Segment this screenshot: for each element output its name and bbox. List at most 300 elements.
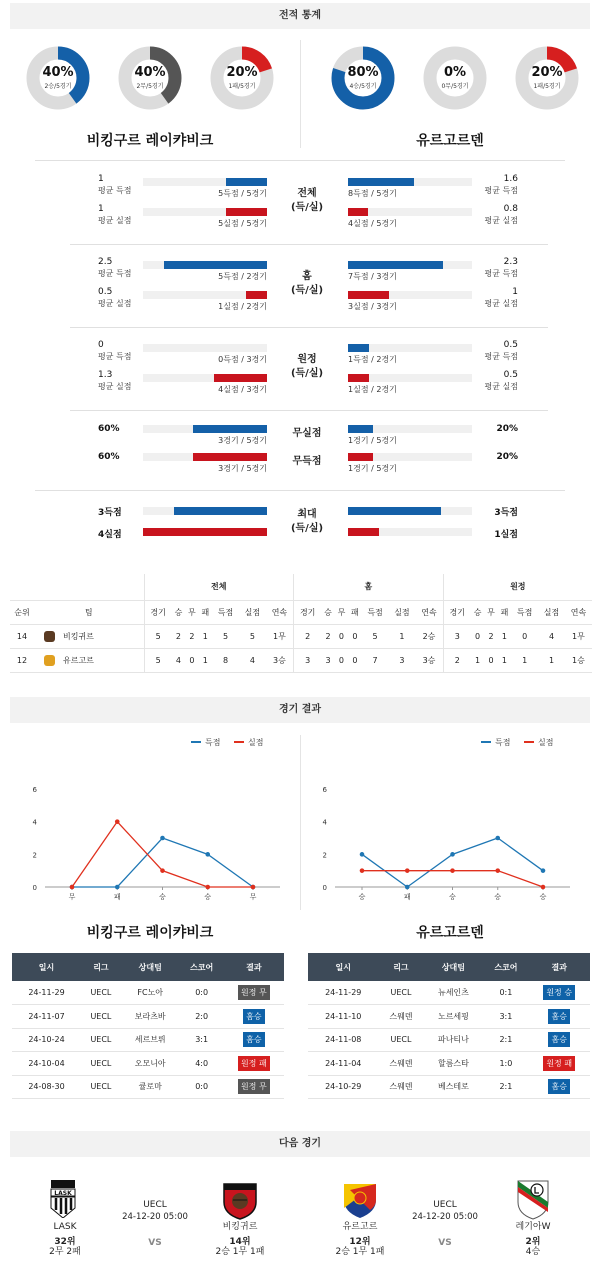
right-bar-fill xyxy=(348,208,368,216)
right-value: 20% xyxy=(496,452,518,462)
results-header xyxy=(12,953,284,981)
match-datetime: 24-12-20 05:00 xyxy=(122,1212,188,1222)
left-bar-fill xyxy=(193,425,267,433)
data-point xyxy=(360,868,365,873)
stat-cell: 0 xyxy=(185,648,198,672)
right-caption: 3실점 / 3경기 xyxy=(348,302,397,311)
result-badge: 원정 패 xyxy=(238,1056,270,1071)
y-tick-label: 6 xyxy=(322,786,327,794)
table-row[interactable] xyxy=(10,624,592,648)
cell-league: UECL xyxy=(81,1005,121,1029)
col-4: 득점 xyxy=(511,600,538,624)
y-tick-label: 6 xyxy=(32,786,37,794)
away-team-title: 유르고르덴 xyxy=(416,133,484,149)
stat-category-sub: (득/실) xyxy=(290,523,324,534)
right-bar xyxy=(348,453,472,461)
donut-chart xyxy=(117,45,183,111)
col-5: 실점 xyxy=(239,600,266,624)
col-0: 경기 xyxy=(294,600,322,624)
col-3: 패 xyxy=(498,600,511,624)
col-6: 연속 xyxy=(565,600,592,624)
left-caption: 4실점 / 3경기 xyxy=(218,385,267,394)
right-caption: 8득점 / 5경기 xyxy=(348,189,397,198)
donut-chart xyxy=(422,45,488,111)
standings-column-header xyxy=(10,600,592,624)
data-point xyxy=(495,836,500,841)
right-bar-fill xyxy=(348,425,373,433)
right-max-conceded: 1실점 xyxy=(494,530,518,540)
team-name: LASK xyxy=(53,1222,77,1232)
cell-result xyxy=(528,981,590,1005)
data-point xyxy=(541,868,546,873)
result-badge: 원정 무 xyxy=(238,985,270,1000)
donut-chart xyxy=(209,45,275,111)
y-tick-label: 2 xyxy=(32,851,37,860)
divider xyxy=(35,160,565,161)
left-bar xyxy=(143,528,267,536)
data-point xyxy=(405,868,410,873)
cell-result xyxy=(528,1075,590,1099)
stat-cell: 2 xyxy=(294,624,322,648)
cell-score: 0:1 xyxy=(483,981,528,1005)
left-bar xyxy=(143,291,267,299)
col-2: 무 xyxy=(484,600,497,624)
team-record: 4승 xyxy=(525,1247,541,1257)
legend-label: 실점 xyxy=(538,738,554,747)
right-bar xyxy=(348,208,472,216)
stat-category: 최대 xyxy=(297,509,317,520)
col-4: 득점 xyxy=(362,600,389,624)
donut-subtext: 2승/5경기 xyxy=(44,83,72,90)
match-datetime: 24-12-20 05:00 xyxy=(412,1212,478,1222)
donut-percent: 40% xyxy=(134,65,166,80)
cell-score: 1:0 xyxy=(483,1052,528,1076)
results-col-2: 상대팀 xyxy=(423,953,483,981)
left-bar xyxy=(143,425,267,433)
cell-result xyxy=(224,981,284,1005)
right-bar-fill xyxy=(348,453,373,461)
right-value: 0.5 xyxy=(503,340,518,350)
data-point xyxy=(405,885,410,890)
stat-cell: 1승 xyxy=(565,648,592,672)
table-row[interactable] xyxy=(10,648,592,672)
cell-date: 24-10-04 xyxy=(12,1052,81,1076)
cell-opp: 큘로마 xyxy=(121,1075,180,1099)
team-record: 2무 2패 xyxy=(49,1247,81,1257)
team-name: 레기아W xyxy=(515,1222,551,1232)
donut-subtext: 0무/5경기 xyxy=(441,83,469,90)
lask-logo xyxy=(48,1180,78,1218)
right-label: 평균 득점 xyxy=(484,269,518,278)
home-results-table xyxy=(12,953,284,1099)
divider xyxy=(300,40,301,148)
x-tick-label: 패 xyxy=(403,893,411,901)
right-label: 평균 실점 xyxy=(484,382,518,391)
left-max-conceded: 4실점 xyxy=(98,530,122,540)
left-bar xyxy=(143,507,267,515)
cell-league: UECL xyxy=(378,1028,423,1052)
league: UECL xyxy=(143,1200,167,1210)
results-col-2: 상대팀 xyxy=(121,953,180,981)
home-results-title: 비킹구르 레이캬비크 xyxy=(86,925,214,941)
left-bar xyxy=(143,453,267,461)
stat-cell: 3 xyxy=(389,648,416,672)
team-rank: 32위 xyxy=(54,1237,76,1247)
data-point xyxy=(115,819,120,824)
team-record: 2승 1무 1패 xyxy=(215,1247,265,1257)
left-label: 평균 득점 xyxy=(98,352,132,361)
cell-opp: 보라츠바 xyxy=(121,1005,180,1029)
vs-label: VS xyxy=(438,1238,452,1248)
left-bar-fill xyxy=(174,507,267,515)
right-caption: 1경기 / 5경기 xyxy=(348,464,397,473)
donut-subtext: 4승/5경기 xyxy=(349,83,377,90)
x-tick-label: 패 xyxy=(113,893,121,901)
cell-opp: 노르세핑 xyxy=(423,1005,483,1029)
team-cell xyxy=(34,624,144,648)
cell-result xyxy=(224,1075,284,1099)
data-point xyxy=(251,885,256,890)
standings-table xyxy=(10,574,592,673)
data-point xyxy=(541,885,546,890)
donut-percent: 0% xyxy=(443,65,467,80)
y-tick-label: 4 xyxy=(32,818,37,827)
col-team: 팀 xyxy=(34,600,144,624)
table-row[interactable] xyxy=(308,981,590,1005)
stat-category: 무실점 xyxy=(292,428,322,439)
donut-subtext: 1패/5경기 xyxy=(533,83,561,90)
stat-cell: 2 xyxy=(321,624,334,648)
data-point xyxy=(450,868,455,873)
stat-cell: 4 xyxy=(172,648,185,672)
cell-result xyxy=(224,1052,284,1076)
donut-percent: 20% xyxy=(226,65,258,80)
stat-cell: 3 xyxy=(321,648,334,672)
results-col-3: 스코어 xyxy=(180,953,224,981)
col-1: 승 xyxy=(471,600,484,624)
x-tick-label: 무 xyxy=(68,893,76,901)
results-header xyxy=(308,953,590,981)
cell-date: 24-11-10 xyxy=(308,1005,378,1029)
data-point xyxy=(160,836,165,841)
divider xyxy=(35,490,565,491)
right-bar xyxy=(348,507,472,515)
divider xyxy=(70,244,548,245)
left-caption: 5득점 / 5경기 xyxy=(218,189,267,198)
left-label: 평균 실점 xyxy=(98,382,132,391)
y-tick-label: 4 xyxy=(322,818,327,827)
stat-category-sub: (득/실) xyxy=(290,285,324,296)
left-bar xyxy=(143,178,267,186)
table-row[interactable] xyxy=(12,1052,284,1076)
stat-category: 전체 xyxy=(297,188,317,199)
table-row[interactable] xyxy=(12,1028,284,1052)
team-name: 비킹귀르 xyxy=(222,1222,258,1232)
right-bar xyxy=(348,261,472,269)
stat-cell: 5 xyxy=(239,624,266,648)
x-tick-label: 승 xyxy=(539,893,547,901)
stat-cell: 1 xyxy=(538,648,565,672)
right-bar-fill xyxy=(348,291,389,299)
data-point xyxy=(160,868,165,873)
team-rank: 2위 xyxy=(525,1237,541,1247)
group-away: 원정 xyxy=(443,574,592,600)
cell-score: 0:0 xyxy=(180,1075,224,1099)
table-row[interactable] xyxy=(308,1028,590,1052)
col-3: 패 xyxy=(199,600,212,624)
table-row[interactable] xyxy=(308,1052,590,1076)
left-bar-fill xyxy=(214,374,267,382)
x-tick-label: 승 xyxy=(204,893,212,901)
donut-percent: 40% xyxy=(42,65,74,80)
cell-date: 24-11-04 xyxy=(308,1052,378,1076)
cell-league: UECL xyxy=(81,1075,121,1099)
home-results-chart xyxy=(20,732,290,912)
cell-result xyxy=(224,1005,284,1029)
data-point xyxy=(450,852,455,857)
left-value: 2.5 xyxy=(98,257,113,267)
team-cell xyxy=(34,648,144,672)
right-bar xyxy=(348,344,472,352)
results-col-4: 결과 xyxy=(224,953,284,981)
cell-result xyxy=(528,1052,590,1076)
left-bar-fill xyxy=(226,178,267,186)
left-label: 평균 득점 xyxy=(98,269,132,278)
result-badge: 홈승 xyxy=(548,1079,569,1094)
legend-label: 득점 xyxy=(205,738,221,747)
right-label: 평균 득점 xyxy=(484,352,518,361)
cell-score: 2:1 xyxy=(483,1028,528,1052)
standings-group-header xyxy=(10,574,592,600)
right-bar xyxy=(348,425,472,433)
stat-cell: 3승 xyxy=(415,648,443,672)
group-all: 전체 xyxy=(144,574,294,600)
team-name: 비킹귀르 xyxy=(63,631,94,641)
right-caption: 1득점 / 2경기 xyxy=(348,355,397,364)
right-caption: 4실점 / 5경기 xyxy=(348,219,397,228)
right-value: 20% xyxy=(496,424,518,434)
right-caption: 7득점 / 3경기 xyxy=(348,272,397,281)
x-tick-label: 승 xyxy=(494,893,502,901)
left-caption: 1실점 / 2경기 xyxy=(218,302,267,311)
stat-cell: 1 xyxy=(511,648,538,672)
right-bar-fill xyxy=(348,528,379,536)
left-value: 1 xyxy=(98,174,104,184)
col-4: 득점 xyxy=(212,600,239,624)
stat-cell: 5 xyxy=(212,624,239,648)
blank-header xyxy=(10,574,144,600)
result-badge: 홈승 xyxy=(548,1009,569,1024)
group-home: 홈 xyxy=(294,574,444,600)
donut-percent: 80% xyxy=(347,65,379,80)
away-results-chart xyxy=(310,732,580,912)
cell-date: 24-11-29 xyxy=(308,981,378,1005)
donut-chart xyxy=(25,45,91,111)
left-caption: 3경기 / 5경기 xyxy=(218,436,267,445)
result-badge: 홈승 xyxy=(548,1032,569,1047)
stat-cell: 5 xyxy=(144,648,172,672)
right-caption: 1경기 / 5경기 xyxy=(348,436,397,445)
stat-category: 원정 xyxy=(297,354,317,365)
stat-cell: 3 xyxy=(294,648,322,672)
stat-cell: 1 xyxy=(199,648,212,672)
left-value: 0.5 xyxy=(98,287,113,297)
right-caption: 1실점 / 2경기 xyxy=(348,385,397,394)
data-point xyxy=(495,868,500,873)
col-1: 승 xyxy=(321,600,334,624)
right-bar xyxy=(348,291,472,299)
left-caption: 3경기 / 5경기 xyxy=(218,464,267,473)
table-row[interactable] xyxy=(12,1075,284,1099)
cell-score: 3:1 xyxy=(483,1005,528,1029)
cell-opp: FC노아 xyxy=(121,981,180,1005)
cell-date: 24-10-24 xyxy=(12,1028,81,1052)
col-2: 무 xyxy=(335,600,348,624)
data-point xyxy=(70,885,75,890)
stat-cell: 2 xyxy=(484,624,497,648)
cell-result xyxy=(224,1028,284,1052)
right-value: 1.6 xyxy=(503,174,518,184)
right-max-goals: 3득점 xyxy=(494,508,518,518)
col-6: 연속 xyxy=(415,600,443,624)
right-bar-fill xyxy=(348,374,369,382)
stat-cell: 3승 xyxy=(266,648,294,672)
home-team-title: 비킹구르 레이캬비크 xyxy=(86,133,214,149)
left-bar-fill xyxy=(246,291,267,299)
section-header-record: 전적 통계 xyxy=(10,3,590,29)
stat-cell: 1 xyxy=(199,624,212,648)
cell-opp: 할름스타 xyxy=(423,1052,483,1076)
stat-cell: 0 xyxy=(511,624,538,648)
series-line-1 xyxy=(72,822,253,887)
stat-cell: 1 xyxy=(389,624,416,648)
cell-league: 스웨덴 xyxy=(378,1075,423,1099)
cell-score: 2:0 xyxy=(180,1005,224,1029)
vs-label: VS xyxy=(148,1238,162,1248)
cell-league: UECL xyxy=(81,1052,121,1076)
stat-cell: 0 xyxy=(471,624,484,648)
legend-label: 득점 xyxy=(495,738,511,747)
left-label: 평균 실점 xyxy=(98,299,132,308)
left-bar xyxy=(143,344,267,352)
left-label: 평균 실점 xyxy=(98,216,132,225)
stat-category: 홈 xyxy=(302,271,312,282)
col-5: 실점 xyxy=(538,600,565,624)
data-point xyxy=(205,885,210,890)
cell-opp: 세르브뤼 xyxy=(121,1028,180,1052)
right-bar xyxy=(348,178,472,186)
col-1: 승 xyxy=(172,600,185,624)
donut-percent: 20% xyxy=(531,65,563,80)
result-badge: 홈승 xyxy=(243,1009,264,1024)
cell-opp: 오모니아 xyxy=(121,1052,180,1076)
left-value: 1 xyxy=(98,204,104,214)
stat-cell: 2 xyxy=(185,624,198,648)
cell-score: 4:0 xyxy=(180,1052,224,1076)
left-value: 1.3 xyxy=(98,370,113,380)
stat-cell: 2 xyxy=(443,648,471,672)
table-row[interactable] xyxy=(12,1005,284,1029)
stat-cell: 1 xyxy=(498,624,511,648)
stat-cell: 1무 xyxy=(565,624,592,648)
y-tick-label: 0 xyxy=(322,884,327,892)
col-5: 실점 xyxy=(389,600,416,624)
team-name: 유르고르 xyxy=(63,655,94,665)
x-tick-label: 승 xyxy=(358,893,366,901)
right-label: 평균 실점 xyxy=(484,299,518,308)
donut-chart xyxy=(330,45,396,111)
stat-cell: 1 xyxy=(471,648,484,672)
stat-cell: 1무 xyxy=(266,624,294,648)
left-value: 0 xyxy=(98,340,104,350)
right-value: 0.8 xyxy=(503,204,518,214)
stat-cell: 4 xyxy=(239,648,266,672)
vikingur-logo xyxy=(220,1180,260,1220)
away-results-title: 유르고르덴 xyxy=(416,925,484,941)
y-tick-label: 2 xyxy=(322,851,327,860)
right-bar-fill xyxy=(348,178,414,186)
cell-date: 24-10-29 xyxy=(308,1075,378,1099)
left-caption: 5실점 / 5경기 xyxy=(218,219,267,228)
stat-category: 무득점 xyxy=(292,456,322,467)
table-row[interactable] xyxy=(308,1005,590,1029)
data-point xyxy=(360,852,365,857)
stat-cell: 7 xyxy=(362,648,389,672)
left-bar xyxy=(143,261,267,269)
table-row[interactable] xyxy=(12,981,284,1005)
col-6: 연속 xyxy=(266,600,294,624)
stat-cell: 0 xyxy=(335,624,348,648)
left-value: 60% xyxy=(98,424,120,434)
results-col-1: 리그 xyxy=(81,953,121,981)
left-bar xyxy=(143,208,267,216)
col-rank: 순위 xyxy=(10,600,34,624)
cell-league: 스웨덴 xyxy=(378,1052,423,1076)
data-point xyxy=(115,885,120,890)
x-tick-label: 무 xyxy=(249,893,257,901)
donut-subtext: 1패/5경기 xyxy=(228,83,256,90)
stat-cell: 5 xyxy=(144,624,172,648)
stat-cell: 5 xyxy=(362,624,389,648)
result-badge: 원정 승 xyxy=(543,985,575,1000)
cell-score: 2:1 xyxy=(483,1075,528,1099)
results-col-0: 일시 xyxy=(12,953,81,981)
right-label: 평균 실점 xyxy=(484,216,518,225)
right-label: 평균 득점 xyxy=(484,186,518,195)
cell-league: UECL xyxy=(378,981,423,1005)
col-0: 경기 xyxy=(443,600,471,624)
stat-cell: 0 xyxy=(484,648,497,672)
table-row[interactable] xyxy=(308,1075,590,1099)
right-value: 1 xyxy=(512,287,518,297)
x-tick-label: 승 xyxy=(449,893,456,901)
cell-league: UECL xyxy=(81,981,121,1005)
team-rank: 14위 xyxy=(229,1237,251,1247)
cell-date: 24-11-29 xyxy=(12,981,81,1005)
x-tick-label: 승 xyxy=(159,893,166,901)
left-bar-fill xyxy=(193,453,267,461)
right-value: 2.3 xyxy=(503,257,518,267)
result-badge: 홈승 xyxy=(243,1032,264,1047)
stat-cell: 0 xyxy=(348,624,361,648)
cell-date: 24-11-08 xyxy=(308,1028,378,1052)
cell-opp: 베스테로 xyxy=(423,1075,483,1099)
right-bar xyxy=(348,528,472,536)
stat-cell: 1 xyxy=(498,648,511,672)
stat-cell: 3 xyxy=(443,624,471,648)
cell-date: 24-08-30 xyxy=(12,1075,81,1099)
right-bar-fill xyxy=(348,344,369,352)
